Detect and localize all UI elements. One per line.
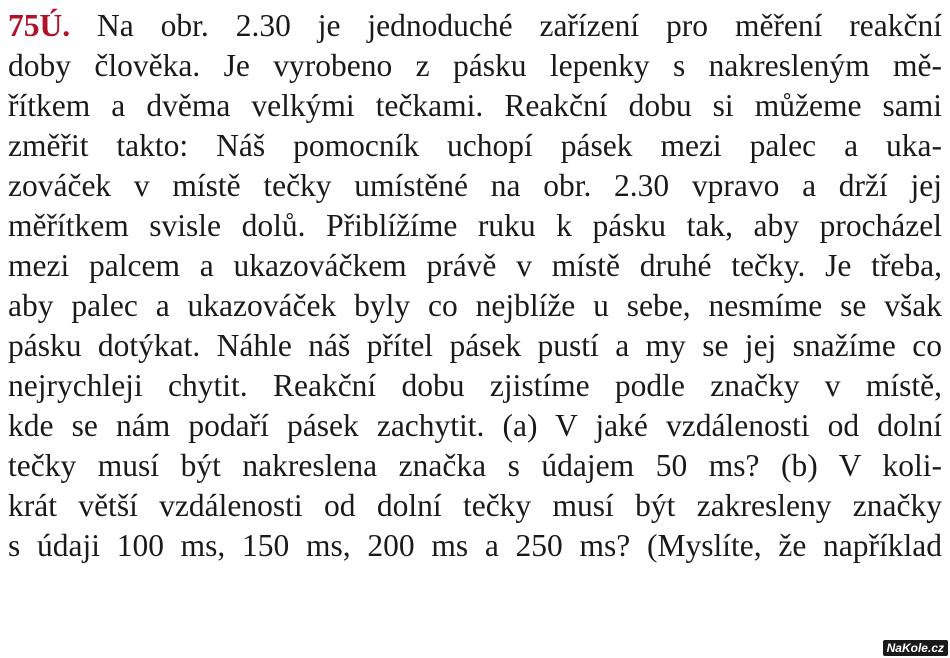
text-line-10: nejrychleji chytit. Reakční dobu zjistíme podle značky v místě,	[8, 368, 942, 403]
text-line-12: tečky musí být nakreslena značka s údajem 50 ms? (b) V koli-	[8, 448, 942, 483]
text-line-4: změřit takto: Náš pomocník uchopí pásek mezi palec a uka-	[8, 128, 942, 163]
text-line-3: řítkem a dvěma velkými tečkami. Reakční dobu si můžeme sami	[8, 88, 942, 123]
problem-number: 75Ú.	[8, 8, 71, 43]
text-line-11: kde se nám podaří pásek zachytit. (a) V jaké vzdálenosti od dolní	[8, 408, 942, 443]
text-line-5: zováček v místě tečky umístěné na obr. 2.30 vpravo a drží jej	[8, 168, 942, 203]
watermark-logo: NaKole.cz	[883, 640, 948, 656]
text-line-9: pásku dotýkat. Náhle náš přítel pásek pustí a my se jej snažíme co	[8, 328, 942, 363]
text-line-8: aby palec a ukazováček byly co nejblíže u sebe, nesmíme se však	[8, 288, 942, 323]
text-line-1	[8, 6, 942, 46]
text-line-6: měřítkem svisle dolů. Přiblížíme ruku k pásku tak, aby procházel	[8, 208, 942, 243]
text-line-7: mezi palcem a ukazováčkem právě v místě druhé tečky. Je třeba,	[8, 248, 942, 283]
text-line-14: s údaji 100 ms, 150 ms, 200 ms a 250 ms? (Myslíte, že například	[8, 528, 942, 563]
text-line-1-rest: Na obr. 2.30 je jednoduché zařízení pro měření reakční	[97, 8, 942, 43]
text-line-13: krát větší vzdálenosti od dolní tečky musí být zakresleny značky	[8, 488, 942, 523]
text-line-2: doby člověka. Je vyrobeno z pásku lepenky s nakresleným mě-	[8, 48, 942, 83]
